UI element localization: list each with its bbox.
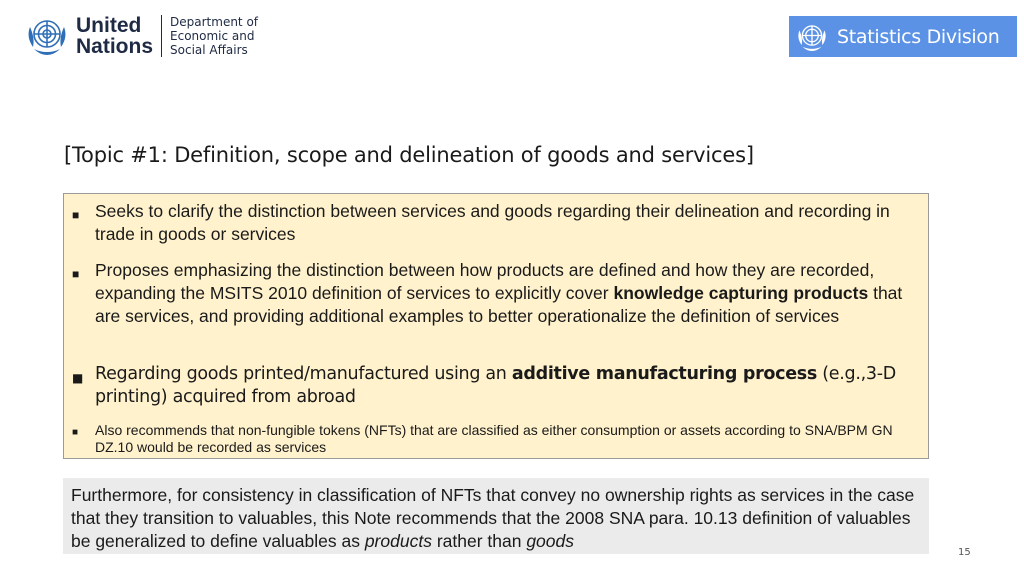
un-line2: Nations [76,35,154,58]
note-italic: products [364,531,432,551]
note-italic: goods [526,531,575,551]
logo-divider [161,15,162,57]
slide-title: [Topic #1: Definition, scope and delineation of goods and services] [64,143,754,167]
un-wordmark [76,15,153,57]
dept-line2: Economic and [170,29,255,43]
note-text: Furthermore, for consistency in classification of NFTs that convey no ownership rights as services in the case that they transition to valuables, this Note recommends that the 2008 SNA para. 10.13 definition of valuables be generalized to define valuables as [71,485,915,551]
bullet-square-icon: ■ [72,427,79,438]
summary-box [63,193,929,459]
bullet-text: Also recommends that non-fungible tokens (NFTs) that are classified as either consumption or assets according to SNA/BPM GN DZ.10 would be recorded as services [95,422,893,455]
statistics-division-banner [789,16,1017,57]
bullet-text-part: Proposes emphasizing the distinction between how products are defined and how they are recorded, expanding the MSITS 2010 definition of services to explicitly cover [95,260,875,303]
dept-name [170,15,258,57]
bullet-square-icon: ■ [72,267,80,281]
bullet-square-icon: ■ [72,208,80,222]
bullet-item [72,363,922,409]
note-text: rather than [431,531,527,551]
bullet-text [95,363,922,409]
bullet-square-icon: ■ [72,371,84,385]
bullet-text [95,259,922,328]
note-box [63,478,929,554]
bullet-text-part: Regarding goods printed/manufactured using an [95,364,512,384]
bullet-text: Seeks to clarify the distinction between services and goods regarding their delineation and recording in trade in goods or services [95,201,890,244]
dept-line1: Department of [170,15,259,29]
bullet-text-bold: knowledge capturing products [613,283,869,303]
bullet-item [72,200,922,246]
bullet-text-part: that are services, and providing additional examples to better operationalize the definition of services [95,283,903,326]
bullet-item [72,259,922,328]
dept-line3: Social Affairs [170,43,248,57]
un-logo [24,12,258,60]
un-emblem-icon [795,20,829,54]
un-emblem-icon [24,13,70,59]
statistics-division-label: Statistics Division [837,25,1000,48]
bullet-item [72,422,922,456]
bullet-text-bold: additive manufacturing process [511,364,818,384]
page-number: 15 [958,547,971,558]
bullet-text-part: (e.g.,3-D printing) acquired from abroad [95,364,896,407]
un-line1: United [76,14,142,37]
